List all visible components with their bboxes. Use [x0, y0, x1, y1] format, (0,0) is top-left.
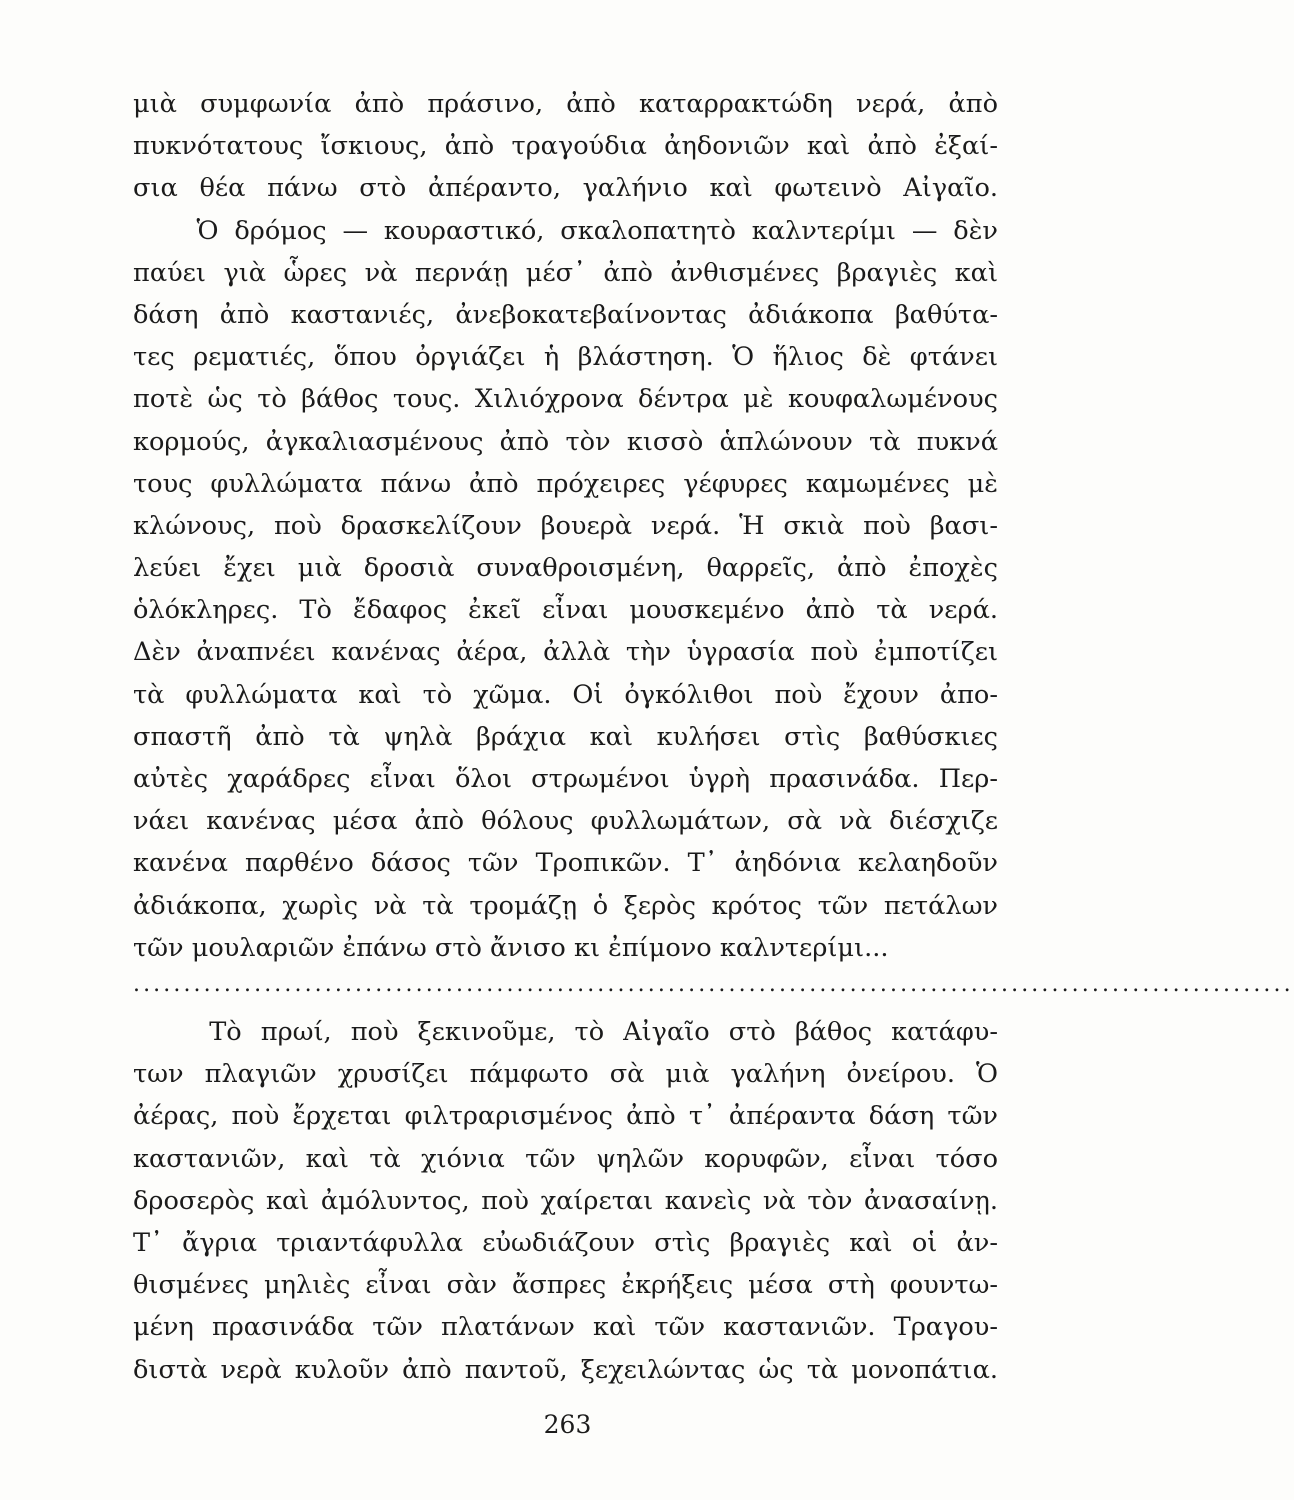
text-line: κλώνους, ποὺ δρασκελίζουν βουερὰ νερά. Ἡ σκιὰ ποὺ βασι- — [133, 510, 998, 541]
paragraph-2 — [133, 1011, 998, 1391]
text-line: Ὁ δρόμος — κουραστικό, σκαλοπατητὸ καλντερίμι — δὲν — [133, 215, 998, 246]
text-line: Τ᾿ ἄγρια τριαντάφυλλα εὐωδιάζουν στὶς βραγιὲς καὶ οἱ ἀν- — [133, 1227, 998, 1258]
text-line: κορμούς, ἀγκαλιασμένους ἀπὸ τὸν κισσὸ ἁπλώνουν τὰ πυκνά — [133, 426, 998, 457]
text-line: μιὰ συμφωνία ἀπὸ πράσινο, ἀπὸ καταρρακτώδη νερά, ἀπὸ — [133, 89, 998, 119]
text-line: αὐτὲς χαράδρες εἶναι ὅλοι στρωμένοι ὑγρὴ πρασινάδα. Περ- — [133, 764, 998, 794]
text-line: δάση ἀπὸ καστανιές, ἀνεβοκατεβαίνοντας ἀδιάκοπα βαθύτα- — [133, 299, 998, 330]
section-separator: ................................................................................................................... — [133, 972, 1294, 997]
paragraph-1 — [133, 83, 998, 969]
text-line: θισμένες μηλιὲς εἶναι σὰν ἄσπρες ἐκρήξεις μέσα στὴ φουντω- — [133, 1270, 998, 1301]
text-line: των πλαγιῶν χρυσίζει πάμφωτο σὰ μιὰ γαλήνη ὀνείρου. Ὁ — [133, 1059, 998, 1090]
text-line: σπαστῆ ἀπὸ τὰ ψηλὰ βράχια καὶ κυλήσει στὶς βαθύσκιες — [133, 721, 998, 752]
text-line: δροσερὸς καὶ ἀμόλυντος, ποὺ χαίρεται κανεὶς νὰ τὸν ἀνασαίνῃ. — [133, 1185, 998, 1216]
text-line: Τὸ πρωί, ποὺ ξεκινοῦμε, τὸ Αἰγαῖο στὸ βάθος κατάφυ- — [133, 1017, 998, 1047]
text-line: καστανιῶν, καὶ τὰ χιόνια τῶν ψηλῶν κορυφῶν, εἶναι τόσο — [133, 1143, 998, 1174]
page-number: 263 — [543, 1410, 592, 1439]
text-line: ἀέρας, ποὺ ἔρχεται φιλτραρισμένος ἀπὸ τ᾿ ἀπέραντα δάση τῶν — [133, 1101, 998, 1132]
text-line: τὰ φυλλώματα καὶ τὸ χῶμα. Οἱ ὀγκόλιθοι ποὺ ἔχουν ἀπο- — [133, 679, 998, 710]
text-line: λεύει ἔχει μιὰ δροσιὰ συναθροισμένη, θαρρεῖς, ἀπὸ ἐποχὲς — [133, 553, 998, 584]
text-line: τῶν μουλαριῶν ἐπάνω στὸ ἄνισο κι ἐπίμονο καλντερίμι... — [133, 932, 889, 963]
text-line: ἀδιάκοπα, χωρὶς νὰ τὰ τρομάζῃ ὁ ξερὸς κρότος τῶν πετάλων — [133, 890, 998, 921]
text-line: τους φυλλώματα πάνω ἀπὸ πρόχειρες γέφυρες καμωμένες μὲ — [133, 468, 998, 499]
text-line: σια θέα πάνω στὸ ἀπέραντο, γαλήνιο καὶ φωτεινὸ Αἰγαῖο. — [133, 173, 998, 204]
text-line: ποτὲ ὡς τὸ βάθος τους. Χιλιόχρονα δέντρα μὲ κουφαλωμένους — [133, 384, 998, 415]
text-line: παύει γιὰ ὧρες νὰ περνάῃ μέσ᾿ ἀπὸ ἀνθισμένες βραγιὲς καὶ — [133, 257, 998, 288]
text-line: νάει κανένας μέσα ἀπὸ θόλους φυλλωμάτων, σὰ νὰ διέσχιζε — [133, 806, 998, 837]
text-line: τες ρεματιές, ὅπου ὀργιάζει ἡ βλάστηση. Ὁ ἥλιος δὲ φτάνει — [133, 342, 998, 373]
text-line: κανένα παρθένο δάσος τῶν Τροπικῶν. Τ᾿ ἀηδόνια κελαηδοῦν — [133, 848, 998, 879]
text-line: Δὲν ἀναπνέει κανένας ἀέρα, ἀλλὰ τὴν ὑγρασία ποὺ ἐμποτίζει — [133, 637, 998, 668]
text-line: πυκνότατους ἴσκιους, ἀπὸ τραγούδια ἀηδονιῶν καὶ ἀπὸ ἐξαί- — [133, 131, 998, 162]
text-line: μένη πρασινάδα τῶν πλατάνων καὶ τῶν καστανιῶν. Τραγου- — [133, 1312, 998, 1343]
text-line: διστὰ νερὰ κυλοῦν ἀπὸ παντοῦ, ξεχειλώντας ὡς τὰ μονοπάτια. — [133, 1354, 998, 1385]
text-line: ὁλόκληρες. Τὸ ἔδαφος ἐκεῖ εἶναι μουσκεμένο ἀπὸ τὰ νερά. — [133, 595, 998, 626]
